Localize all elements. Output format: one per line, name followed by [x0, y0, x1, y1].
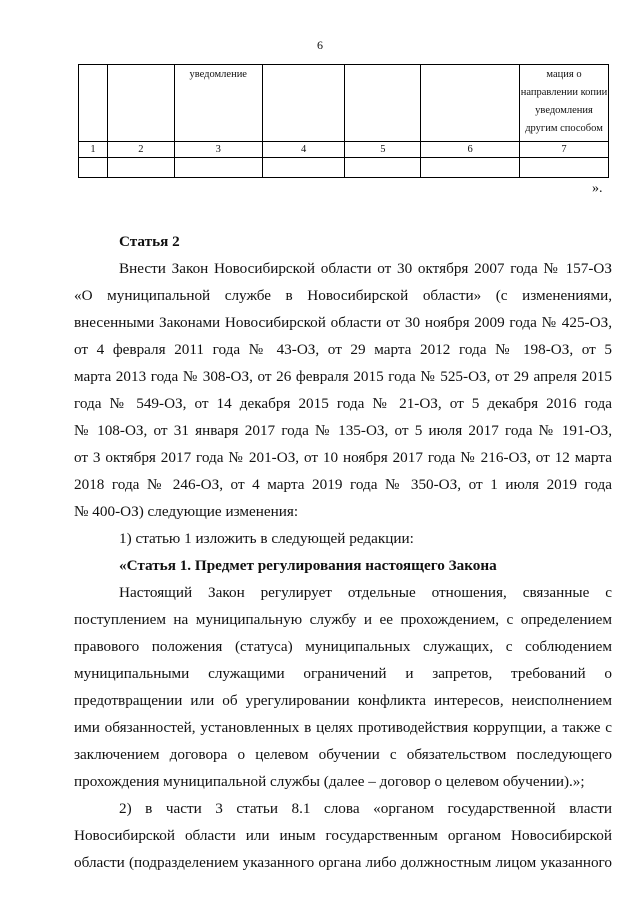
- empty-row: [79, 158, 609, 178]
- para1-line: от 3 октября 2017 года № 201-ОЗ, от 10 ноября 2017 года № 216-ОЗ, от 12 марта: [74, 449, 612, 466]
- column-number: 7: [520, 142, 609, 158]
- para1-line: № 108-ОЗ, от 31 января 2017 года № 135-ОЗ, от 5 июля 2017 года № 191-ОЗ,: [74, 422, 612, 439]
- column-number: 4: [262, 142, 345, 158]
- empty-cell: [520, 158, 609, 178]
- para1-line: внесенными Законами Новосибирской области от 30 ноября 2009 года № 425-ОЗ,: [74, 314, 612, 331]
- article-2-heading: Статья 2: [119, 233, 180, 250]
- article-1-heading: «Статья 1. Предмет регулирования настоящего Закона: [119, 557, 497, 574]
- page-number: 6: [317, 38, 323, 52]
- header-cell: уведомление: [174, 65, 262, 142]
- header-cell: [421, 65, 520, 142]
- para1-line: от 4 февраля 2011 года № 43-ОЗ, от 29 марта 2012 года № 198-ОЗ, от 5: [74, 341, 612, 358]
- header-cell: [79, 65, 108, 142]
- para2-line: Настоящий Закон регулирует отдельные отношения, связанные с: [119, 584, 612, 601]
- para1-line: года № 549-ОЗ, от 14 декабря 2015 года № 21-ОЗ, от 5 декабря 2016 года: [74, 395, 612, 412]
- para2-line: прохождения муниципальной службы (далее – договор о целевом обучении).»;: [74, 773, 585, 790]
- para2-line: ими обязанностей, установленных в целях противодействия коррупции, а также с: [74, 719, 612, 736]
- header-line: другим способом: [525, 123, 603, 134]
- para1-line: Внести Закон Новосибирской области от 30 октября 2007 года № 157-ОЗ: [119, 260, 612, 277]
- header-cell: [520, 65, 609, 142]
- empty-cell: [107, 158, 174, 178]
- para1-line: «О муниципальной службе в Новосибирской области» (с изменениями,: [74, 287, 612, 304]
- empty-cell: [421, 158, 520, 178]
- empty-cell: [79, 158, 108, 178]
- para3-line: Новосибирской области или иным государственным органом Новосибирской: [74, 827, 612, 844]
- column-number: 5: [345, 142, 421, 158]
- document-body: [74, 228, 612, 876]
- para3-line: 2) в части 3 статьи 8.1 слова «органом государственной власти: [119, 800, 612, 817]
- para3-line: области (подразделением указанного органа либо должностным лицом указанного: [74, 854, 612, 871]
- header-cell: [107, 65, 174, 142]
- para1-line: 2018 года № 246-ОЗ, от 4 марта 2019 года № 350-ОЗ, от 1 июля 2019 года: [74, 476, 612, 493]
- column-number: 3: [174, 142, 262, 158]
- empty-cell: [262, 158, 345, 178]
- para2-line: муниципальными служащими ограничений и запретов, требований о: [74, 665, 612, 682]
- item-1: 1) статью 1 изложить в следующей редакции:: [119, 530, 414, 547]
- para2-line: поступлением на муниципальную службу и ее прохождением, с определением: [74, 611, 612, 628]
- para2-line: заключением договора о целевом обучении с обязательством последующего: [74, 746, 612, 763]
- empty-cell: [174, 158, 262, 178]
- para1-line: № 400-ОЗ) следующие изменения:: [74, 503, 299, 520]
- para2-line: правового положения (статуса) муниципальных служащих, с соблюдением: [74, 638, 612, 655]
- empty-cell: [345, 158, 421, 178]
- header-cell: [262, 65, 345, 142]
- notification-table: [78, 64, 609, 178]
- column-number: 2: [107, 142, 174, 158]
- header-line: направлении копии: [520, 87, 608, 98]
- table-closing-quote: ».: [592, 181, 603, 196]
- table-header-row: [79, 65, 609, 142]
- column-number: 1: [79, 142, 108, 158]
- para2-line: предотвращении или об урегулировании конфликта интересов, неисполнением: [74, 692, 612, 709]
- column-number: 6: [421, 142, 520, 158]
- header-line: мация о: [546, 69, 582, 80]
- header-line: уведомления: [535, 105, 593, 116]
- para1-line: марта 2013 года № 308-ОЗ, от 26 февраля 2015 года № 525-ОЗ, от 29 апреля 2015: [74, 368, 612, 385]
- header-cell: [345, 65, 421, 142]
- column-number-row: [79, 142, 609, 158]
